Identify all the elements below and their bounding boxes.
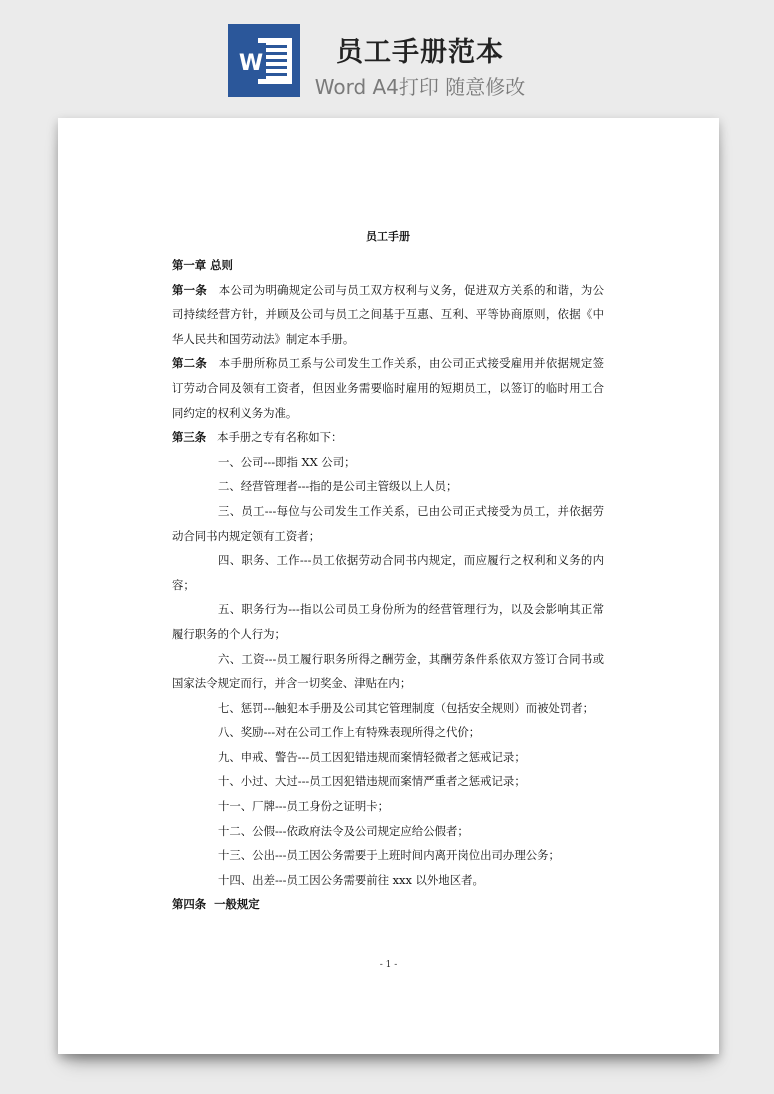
document-title: 员工手册 bbox=[366, 230, 410, 243]
watermark: ​ bbox=[89, 480, 107, 504]
article-4 bbox=[172, 892, 604, 917]
definition-item-9: 九、申戒、警告---员工因犯错违规而案情轻微者之惩戒记录； bbox=[218, 749, 526, 764]
definition-item-14: 十四、出差---员工因公务需要前往 xxx 以外地区者。 bbox=[218, 872, 484, 887]
article-2-label: 第二条 bbox=[172, 356, 208, 371]
definition-item-10: 十、小过、大过---员工因犯错违规而案情严重者之惩戒记录； bbox=[218, 774, 526, 789]
definition-item-4: 四、职务、工作---员工依据劳动合同书内规定，而应履行之权利和义务的内容； bbox=[172, 553, 604, 592]
svg-text:W: W bbox=[238, 51, 264, 76]
word-icon bbox=[228, 24, 300, 97]
article-2-text: 本手册所称员工系与公司发生工作关系，由公司正式接受雇用并依据规定签订劳动合同及领有工资者，但因业务需要临时雇用的短期员工，以签订的临时用工合同约定的权利义务为准。 bbox=[172, 356, 604, 420]
article-1-label: 第一条 bbox=[172, 282, 208, 297]
article-1-text: 本公司为明确规定公司与员工双方权利与义务，促进双方关系的和谐，为公司持续经营方针，并顾及公司与员工之间基于互惠、互利、平等协商原则，依据《中华人民共和国劳动法》制定本手册。 bbox=[172, 282, 604, 346]
article-3-text: 本手册之专有名称如下： bbox=[217, 430, 343, 445]
definition-item-13: 十三、公出---员工因公务需要于上班时间内离开岗位出司办理公务； bbox=[218, 848, 560, 863]
banner bbox=[0, 0, 774, 118]
chapter-heading: 第一章 总则 bbox=[172, 258, 233, 272]
page-number: - 1 - bbox=[379, 960, 398, 970]
definition-item-2: 二、经营管理者---指的是公司主管级以上人员； bbox=[218, 479, 458, 494]
definition-item-3: 三、员工---每位与公司发生工作关系，已由公司正式接受为员工，并依据劳动合同书内规定领有工资者； bbox=[172, 503, 604, 543]
definition-item-6: 六、工资---员工履行职务所得之酬劳金，其酬劳条件系依双方签订合同书或国家法令规定而行，并含一切奖金、津贴在内； bbox=[172, 651, 604, 691]
article-4-label: 第四条 bbox=[172, 897, 207, 912]
definition-item-7: 七、惩罚---触犯本手册及公司其它管理制度（包括安全规则）而被处罚者； bbox=[218, 700, 595, 715]
article-4-heading: 一般规定 bbox=[214, 897, 260, 912]
definition-item-11: 十一、厂牌---员工身份之证明卡； bbox=[218, 799, 390, 814]
banner-subtitle: Word A4打印 随意修改 bbox=[314, 75, 526, 99]
definition-item-5: 五、职务行为---指以公司员工身份所为的经营管理行为，以及会影响其正常履行职务的个人行为； bbox=[172, 602, 604, 641]
definition-item-12: 十二、公假---依政府法令及公司规定应给公假者； bbox=[218, 823, 469, 838]
document-body bbox=[172, 253, 604, 917]
definition-item-8: 八、奖励---对在公司工作上有特殊表现所得之代价； bbox=[218, 725, 481, 740]
document-page bbox=[58, 118, 719, 1054]
article-2 bbox=[172, 351, 604, 425]
article-3-label: 第三条 bbox=[172, 430, 207, 445]
article-1 bbox=[172, 278, 604, 352]
banner-title: 员工手册范本 bbox=[336, 37, 504, 68]
article-3 bbox=[172, 425, 604, 450]
definition-item-1: 一、公司---即指 XX 公司； bbox=[218, 454, 356, 469]
